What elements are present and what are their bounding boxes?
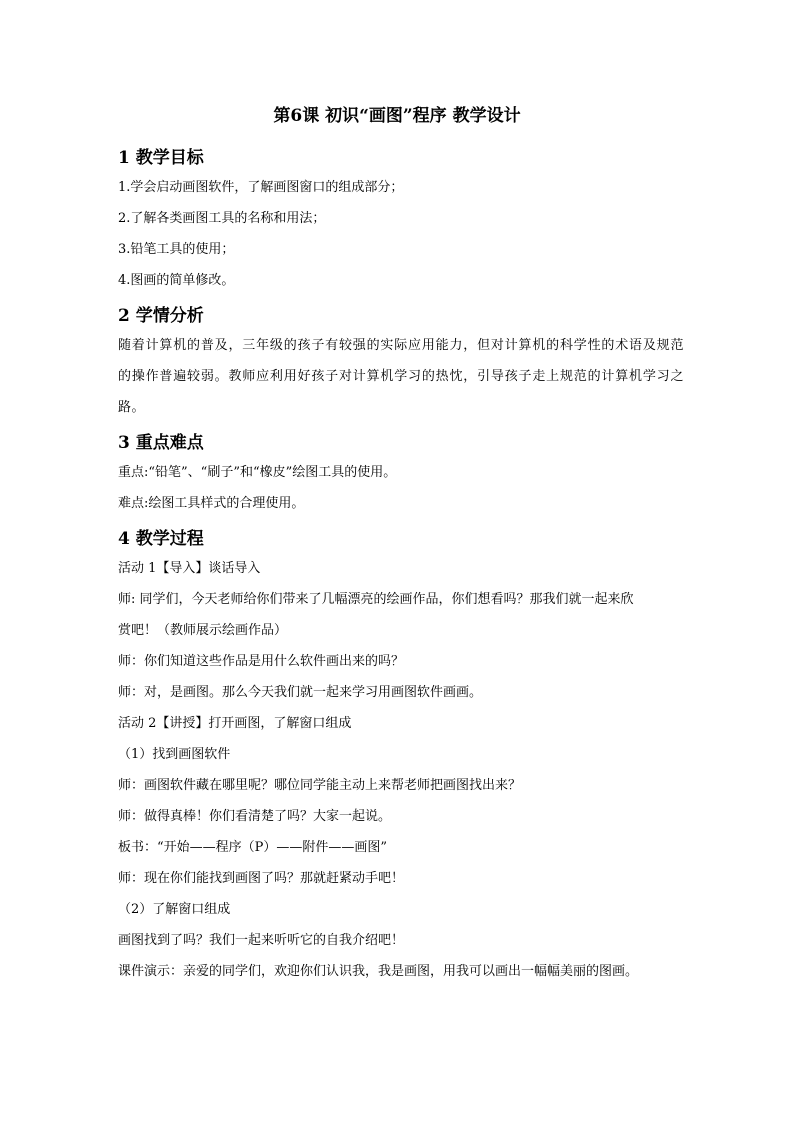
list-item: 4.图画的简单修改。 [118,273,235,288]
document-body [118,146,684,987]
key-point-line: 重点:“铅笔”、“刷子”和“橡皮”绘图工具的使用。 [118,465,397,480]
document-title: 第6课 初识“画图”程序 教学设计 [273,106,521,126]
section-heading: 2 学情分析 [118,306,204,326]
section-heading: 4 教学过程 [118,529,204,549]
section-key-difficult-points [118,431,684,519]
blackboard-line: 板书：“开始——程序（P）——附件——画图” [118,840,388,855]
step-heading: （1）找到画图软件 [118,747,231,762]
dialogue-line: 师：做得真棒！你们看清楚了吗？大家一起说。 [118,809,392,824]
list-item: 2.了解各类画图工具的名称和用法； [118,211,326,226]
paragraph: 随着计算机的普及，三年级的孩子有较强的实际应用能力，但对计算机的科学性的术语及规范的操作普遍较弱。教师应利用好孩子对计算机学习的热忱，引导孩子走上规范的计算机学习之路。 [118,338,684,415]
dialogue-line: 画图找到了吗？我们一起来听听它的自我介绍吧！ [118,933,405,948]
dialogue-line: 师: 同学们，今天老师给你们带来了几幅漂亮的绘画作品，你们想看吗？那我们就一起来欣 [118,592,634,607]
difficult-point-line: 难点:绘图工具样式的合理使用。 [118,496,305,511]
activity-heading: 活动 1【导入】谈话导入 [118,561,261,576]
list-item: 1.学会启动画图软件，了解画图窗口的组成部分； [118,180,404,195]
courseware-line: 课件演示：亲爱的同学们，欢迎你们认识我，我是画图，用我可以画出一幅幅美丽的图画。 [118,964,639,979]
section-student-analysis [118,304,684,423]
dialogue-line: 赏吧！（教师展示绘画作品） [118,623,288,638]
step-heading: （2）了解窗口组成 [118,902,231,917]
dialogue-line: 师：现在你们能找到画图了吗？那就赶紧动手吧！ [118,871,405,886]
dialogue-line: 师：画图软件藏在哪里呢？哪位同学能主动上来帮老师把画图找出来？ [118,778,522,793]
section-teaching-objectives [118,146,684,296]
list-item: 3.铅笔工具的使用； [118,242,235,257]
section-heading: 3 重点难点 [118,433,204,453]
section-heading: 1 教学目标 [118,148,204,168]
section-teaching-process [118,527,684,987]
dialogue-line: 师：你们知道这些作品是用什么软件画出来的吗？ [118,654,405,669]
activity-heading: 活动 2【讲授】打开画图，了解窗口组成 [118,716,352,731]
dialogue-line: 师：对，是画图。那么今天我们就一起来学习用画图软件画画。 [118,685,483,700]
